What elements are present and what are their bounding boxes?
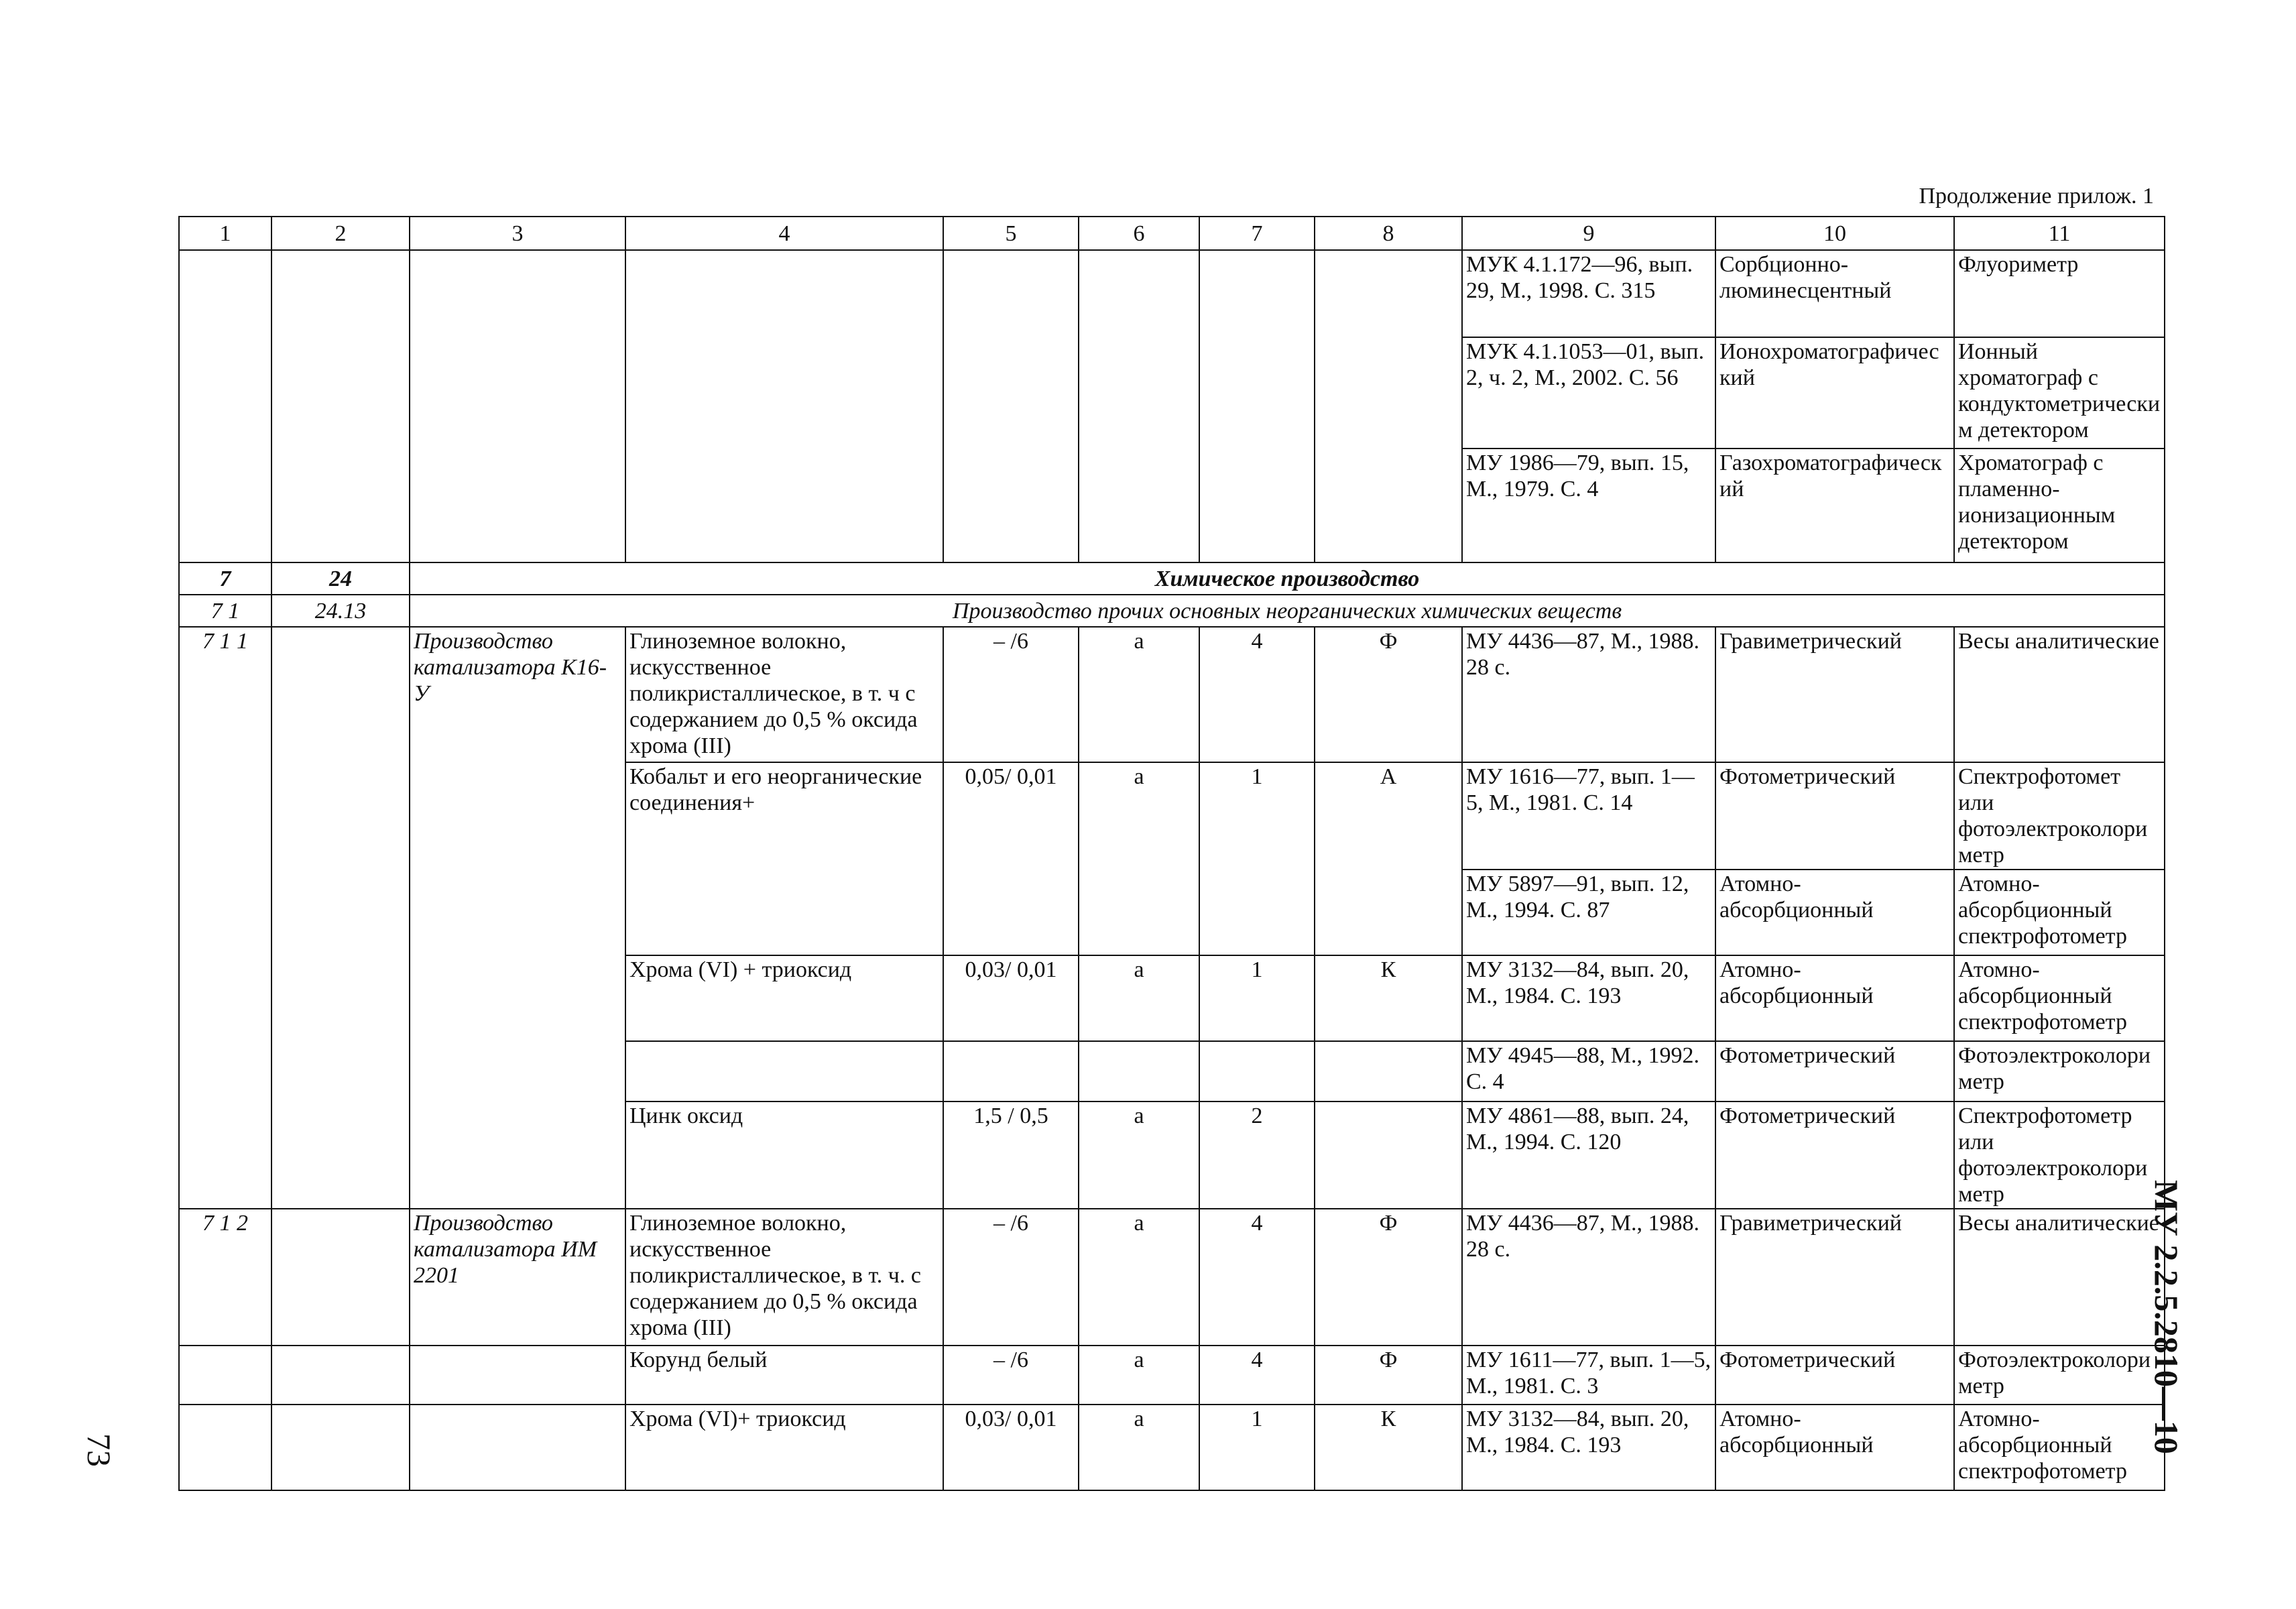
column-header: 6	[1079, 217, 1199, 250]
technique-cell: Фотометрический	[1715, 1041, 1954, 1101]
instrument-cell: Фотоэлектроколориметр	[1954, 1346, 2165, 1405]
substance-cell: Цинк оксид	[625, 1101, 943, 1209]
technique-cell: Атомно-абсорбционный	[1715, 870, 1954, 955]
subsection-row	[179, 595, 2165, 627]
class-cell: 1	[1199, 762, 1315, 955]
effect-cell: А	[1315, 762, 1462, 955]
empty-cell	[625, 1041, 943, 1101]
effect-cell: К	[1315, 1405, 1462, 1490]
method-cell: МУ 4436—87, М., 1988. 28 с.	[1462, 627, 1715, 762]
column-header: 4	[625, 217, 943, 250]
section-number: 7 1	[179, 595, 271, 627]
instrument-cell: Хроматограф с пламенно-ионизационным детектором	[1954, 449, 2165, 562]
state-cell: а	[1079, 762, 1199, 955]
empty-cell	[179, 1405, 271, 1490]
substance-cell: Глиноземное волокно, искусственное поликристаллическое, в т. ч. с содержанием до 0,5 % оксида хрома (III)	[625, 1209, 943, 1346]
page-number: 73	[80, 1433, 118, 1467]
value-cell: – /6	[943, 1209, 1079, 1346]
table-row	[179, 1346, 2165, 1405]
class-cell: 1	[1199, 1405, 1315, 1490]
instrument-cell: Флуориметр	[1954, 250, 2165, 337]
empty-cell	[1079, 1041, 1199, 1101]
value-cell: 0,03/ 0,01	[943, 1405, 1079, 1490]
method-cell: МУ 3132—84, вып. 20, М., 1984. С. 193	[1462, 1405, 1715, 1490]
instrument-cell: Фотоэлектроколориметр	[1954, 1041, 2165, 1101]
production-name: Производство катализатора К16-У	[410, 627, 625, 1209]
technique-cell: Атомно-абсорбционный	[1715, 1405, 1954, 1490]
table-row	[179, 1405, 2165, 1490]
instrument-cell: Ионный хроматограф с кондуктометрическим детектором	[1954, 337, 2165, 449]
state-cell: а	[1079, 627, 1199, 762]
substances-table	[178, 216, 2165, 1491]
column-header: 9	[1462, 217, 1715, 250]
section-row	[179, 562, 2165, 595]
empty-cell	[410, 1346, 625, 1405]
state-cell: а	[1079, 1405, 1199, 1490]
substance-cell: Глиноземное волокно, искусственное поликристаллическое, в т. ч с содержанием до 0,5 % оксида хрома (III)	[625, 627, 943, 762]
table-row	[179, 1209, 2165, 1346]
technique-cell: Сорбционно-люминесцентный	[1715, 250, 1954, 337]
empty-cell	[410, 1405, 625, 1490]
method-cell: МУ 4436—87, М., 1988. 28 с.	[1462, 1209, 1715, 1346]
column-header: 3	[410, 217, 625, 250]
empty-cell	[179, 1346, 271, 1405]
technique-cell: Газохроматографический	[1715, 449, 1954, 562]
group-number: 7 1 2	[179, 1209, 271, 1346]
section-title: Производство прочих основных неорганических химических веществ	[410, 595, 2165, 627]
instrument-cell: Спектрофотометр или фотоэлектроколориметр	[1954, 1101, 2165, 1209]
state-cell: а	[1079, 955, 1199, 1041]
empty-cell	[1315, 1041, 1462, 1101]
value-cell: – /6	[943, 627, 1079, 762]
empty-cell	[1315, 250, 1462, 562]
substance-cell: Корунд белый	[625, 1346, 943, 1405]
empty-cell	[943, 1041, 1079, 1101]
value-cell: – /6	[943, 1346, 1079, 1405]
class-cell: 4	[1199, 1346, 1315, 1405]
column-header: 11	[1954, 217, 2165, 250]
continuation-label: Продолжение прилож. 1	[1919, 184, 2154, 208]
state-cell: а	[1079, 1101, 1199, 1209]
technique-cell: Фотометрический	[1715, 762, 1954, 870]
substance-cell: Кобальт и его неорганические соединения+	[625, 762, 943, 955]
table-row	[179, 250, 2165, 337]
class-cell: 1	[1199, 955, 1315, 1041]
class-cell: 4	[1199, 1209, 1315, 1346]
technique-cell: Фотометрический	[1715, 1101, 1954, 1209]
empty-cell	[271, 250, 410, 562]
effect-cell: Ф	[1315, 1346, 1462, 1405]
column-header: 7	[1199, 217, 1315, 250]
empty-cell	[1199, 1041, 1315, 1101]
method-cell: МУ 3132—84, вып. 20, М., 1984. С. 193	[1462, 955, 1715, 1041]
effect-cell: К	[1315, 955, 1462, 1041]
table-row	[179, 627, 2165, 762]
column-header: 8	[1315, 217, 1462, 250]
document-code: МУ 2.2.5.2810—10	[2148, 1180, 2185, 1454]
column-header: 5	[943, 217, 1079, 250]
method-cell: МУ 1616—77, вып. 1—5, М., 1981. С. 14	[1462, 762, 1715, 870]
empty-cell	[179, 250, 271, 562]
empty-cell	[1199, 250, 1315, 562]
group-number: 7 1 1	[179, 627, 271, 1209]
instrument-cell: Атомно-абсорбционный спектрофотометр	[1954, 955, 2165, 1041]
state-cell: а	[1079, 1346, 1199, 1405]
technique-cell: Атомно-абсорбционный	[1715, 955, 1954, 1041]
substance-cell: Хрома (VI)+ триоксид	[625, 1405, 943, 1490]
value-cell: 0,03/ 0,01	[943, 955, 1079, 1041]
instrument-cell: Атомно-абсорбционный спектрофотометр	[1954, 1405, 2165, 1490]
value-cell: 1,5 / 0,5	[943, 1101, 1079, 1209]
empty-cell	[271, 627, 410, 1209]
class-cell: 4	[1199, 627, 1315, 762]
column-header: 1	[179, 217, 271, 250]
value-cell: 0,05/ 0,01	[943, 762, 1079, 955]
section-title: Химическое производство	[410, 562, 2165, 595]
effect-cell: Ф	[1315, 1209, 1462, 1346]
empty-cell	[943, 250, 1079, 562]
method-cell: МУ 4945—88, М., 1992. С. 4	[1462, 1041, 1715, 1101]
technique-cell: Гравиметрический	[1715, 627, 1954, 762]
instrument-cell: Весы аналитические	[1954, 1209, 2165, 1346]
empty-cell	[625, 250, 943, 562]
empty-cell	[410, 250, 625, 562]
production-name: Производство катализатора ИМ 2201	[410, 1209, 625, 1346]
technique-cell: Ионохроматографический	[1715, 337, 1954, 449]
column-header: 10	[1715, 217, 1954, 250]
instrument-cell: Весы аналитические	[1954, 627, 2165, 762]
empty-cell	[271, 1346, 410, 1405]
column-header: 2	[271, 217, 410, 250]
empty-cell	[271, 1405, 410, 1490]
section-code: 24	[271, 562, 410, 595]
substance-cell: Хрома (VI) + триоксид	[625, 955, 943, 1041]
method-cell: МУ 5897—91, вып. 12, М., 1994. С. 87	[1462, 870, 1715, 955]
empty-cell	[271, 1209, 410, 1346]
empty-cell	[1079, 250, 1199, 562]
method-cell: МУ 1611—77, вып. 1—5, М., 1981. С. 3	[1462, 1346, 1715, 1405]
section-code: 24.13	[271, 595, 410, 627]
instrument-cell: Спектрофотомет или фотоэлектроколориметр	[1954, 762, 2165, 870]
class-cell: 2	[1199, 1101, 1315, 1209]
method-cell: МУК 4.1.172—96, вып. 29, М., 1998. С. 315	[1462, 250, 1715, 337]
column-header-row	[179, 217, 2165, 250]
technique-cell: Гравиметрический	[1715, 1209, 1954, 1346]
method-cell: МУ 4861—88, вып. 24, М., 1994. С. 120	[1462, 1101, 1715, 1209]
technique-cell: Фотометрический	[1715, 1346, 1954, 1405]
effect-cell	[1315, 1101, 1462, 1209]
state-cell: а	[1079, 1209, 1199, 1346]
instrument-cell: Атомно-абсорбционный спектрофотометр	[1954, 870, 2165, 955]
method-cell: МУ 1986—79, вып. 15, М., 1979. С. 4	[1462, 449, 1715, 562]
section-number: 7	[179, 562, 271, 595]
effect-cell: Ф	[1315, 627, 1462, 762]
method-cell: МУК 4.1.1053—01, вып. 2, ч. 2, М., 2002. С. 56	[1462, 337, 1715, 449]
